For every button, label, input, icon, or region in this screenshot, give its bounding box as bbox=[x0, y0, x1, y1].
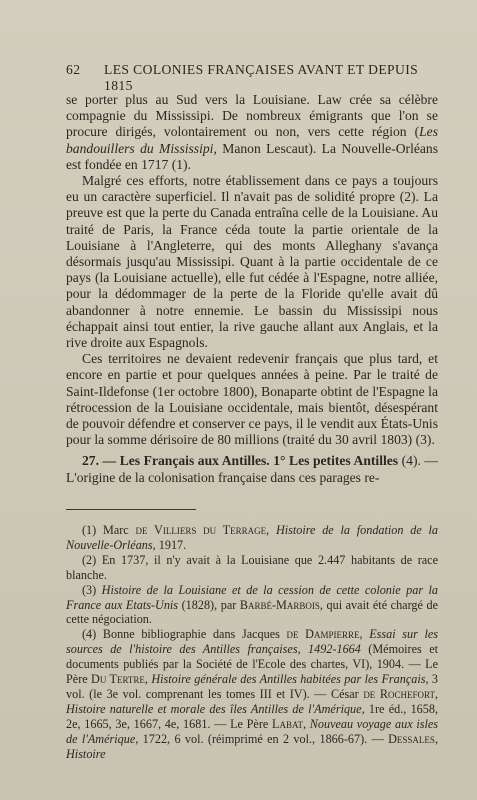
page-header bbox=[66, 62, 436, 94]
footnote-4-text-3: , 3 vol. (le 3e vol. comprenant les tomes III et IV). — César bbox=[66, 672, 439, 701]
footnote-4-title-3: Histoire naturelle et morale des îles Antilles de l'Amérique bbox=[66, 701, 362, 716]
footnote-4-sep-1: , bbox=[359, 627, 370, 642]
footnote-3-text: (1828), par bbox=[178, 597, 240, 612]
paragraph-3: Ces territoires ne devaient redevenir français que plus tard, et encore en partie et pour quelques années à peine. Par le traité de Saint-Ildefonse (1er octobre 1800), Bonaparte obtint de l'Espagne la rétrocession de la Louisiane occidentale, mais bientôt, désespérant de pouvoir défendre et conserver ce pays, il le vendit aux États-Unis pour la somme dérisoire de 80 millions (traité du 30 avril 1803) (3). bbox=[66, 351, 438, 448]
footnote-4 bbox=[66, 627, 438, 761]
main-text bbox=[66, 92, 438, 486]
footnote-4-title-4: Nouveau voyage aux isles de l'Amérique bbox=[66, 716, 438, 746]
running-title: LES COLONIES FRANÇAISES AVANT ET DEPUIS 1815 bbox=[104, 62, 419, 93]
footnote-4-text-5: , 1722, 6 vol. (réimprimé en 2 vol., 1866-67). — bbox=[135, 731, 389, 746]
footnote-3-num: (3) bbox=[82, 582, 102, 597]
footnote-4-text-4: , 1re éd., 1658, 2e, 1665, 3e, 1667, 4e, 1681. — Le Père bbox=[66, 701, 438, 731]
footnote-3 bbox=[66, 583, 438, 628]
footnote-1-end: , 1917. bbox=[152, 537, 187, 552]
footnote-1-sep: , bbox=[266, 523, 276, 537]
paragraph-1 bbox=[66, 92, 438, 173]
footnote-4-author-1: de Dampierre bbox=[286, 627, 360, 642]
footnote-4-title-1: Essai sur les sources de l'histoire des Antilles françaises, 1492-1664 bbox=[66, 627, 439, 657]
footnote-1 bbox=[66, 523, 438, 553]
footnote-2: (2) En 1737, il n'y avait à la Louisiane que 2.447 habitants de race blanche. bbox=[66, 552, 438, 582]
footnote-4-author-3: de Rochefort bbox=[363, 686, 435, 701]
footnote-3-author: Barbé-Marbois bbox=[239, 597, 320, 612]
footnote-1-author: de Villiers du Terrage bbox=[135, 523, 267, 537]
footnote-4-sep-2: , bbox=[144, 672, 152, 687]
footnote-4-sep-4: , bbox=[302, 716, 310, 731]
footnote-1-title: Histoire de la fondation de la Nouvelle-Orléans bbox=[66, 523, 438, 552]
paragraph-1-italic: Les bandouillers du Mississipi, bbox=[66, 124, 438, 156]
section-title: Les Français aux Antilles. 1° Les petites Antilles bbox=[119, 453, 399, 469]
footnote-4-author-4: Labat bbox=[272, 716, 303, 731]
footnote-rule bbox=[66, 509, 196, 510]
footnote-3-title: Histoire de la Louisiane et de la cession de cette colonie par la France aux Etats-Unis bbox=[66, 582, 438, 612]
page-number: 62 bbox=[66, 62, 81, 77]
paragraph-1-text: se porter plus au Sud vers la Louisiane. Law crée sa célèbre compagnie du Mississipi. De nombreux émigrants que l'on se procure dirigés, volontairement ou non, vers cette région ( bbox=[66, 92, 438, 140]
section-27 bbox=[66, 453, 438, 485]
footnote-4-sep-5: , bbox=[434, 731, 438, 746]
footnote-4-title-5: Histoire bbox=[66, 746, 106, 761]
section-text: (4). — L'origine de la colonisation française dans ces parages re- bbox=[66, 453, 439, 485]
paragraph-2: Malgré ces efforts, notre établissement dans ce pays a toujours eu un caractère superficiel. Il n'avait pas de solidité propre (2). La preuve est que la perte du Canada entraîna celle de la Louisiane. Au traité de Paris, la France céda toute la partie orientale de la Louisiane à l'Angleterre, qui des monts Alleghany s'avança désormais jusqu'au Mississipi. Quant à la partie occidentale de ce pays (la Louisiane actuelle), elle fut cédée à l'Espagne, notre alliée, pour la dédommager de la perte de la Floride qu'elle avait dû abandonner à notre ennemie. Le bassin du Mississipi nous échappait ainsi tout entier, la rive gauche allant aux Anglais, et la rive droite aux Espagnols. bbox=[66, 173, 438, 351]
footnote-4-title-2: Histoire générale des Antilles habitées par les Français bbox=[151, 672, 426, 687]
footnote-4-sep-3: , bbox=[434, 686, 439, 701]
footnote-4-text-2: (Mémoires et documents publiés par la Société de l'Ecole des chartes, VI), 1904. — Le Père bbox=[66, 642, 438, 687]
footnotes bbox=[66, 523, 438, 762]
footnote-4-author-5: Dessales bbox=[388, 731, 435, 746]
footnote-4-text: (4) Bonne bibliographie dans Jacques bbox=[82, 627, 287, 642]
section-number: 27. — bbox=[82, 453, 117, 469]
paragraph-1-end: Manon Lescaut). La Nouvelle-Orléans est fondée en 1717 (1). bbox=[66, 140, 439, 172]
footnote-4-author-2: Du Tertre bbox=[91, 672, 145, 687]
footnote-3-end: , qui avait été chargé de cette négociation. bbox=[66, 597, 438, 627]
footnote-1-text: (1) Marc bbox=[82, 523, 136, 537]
